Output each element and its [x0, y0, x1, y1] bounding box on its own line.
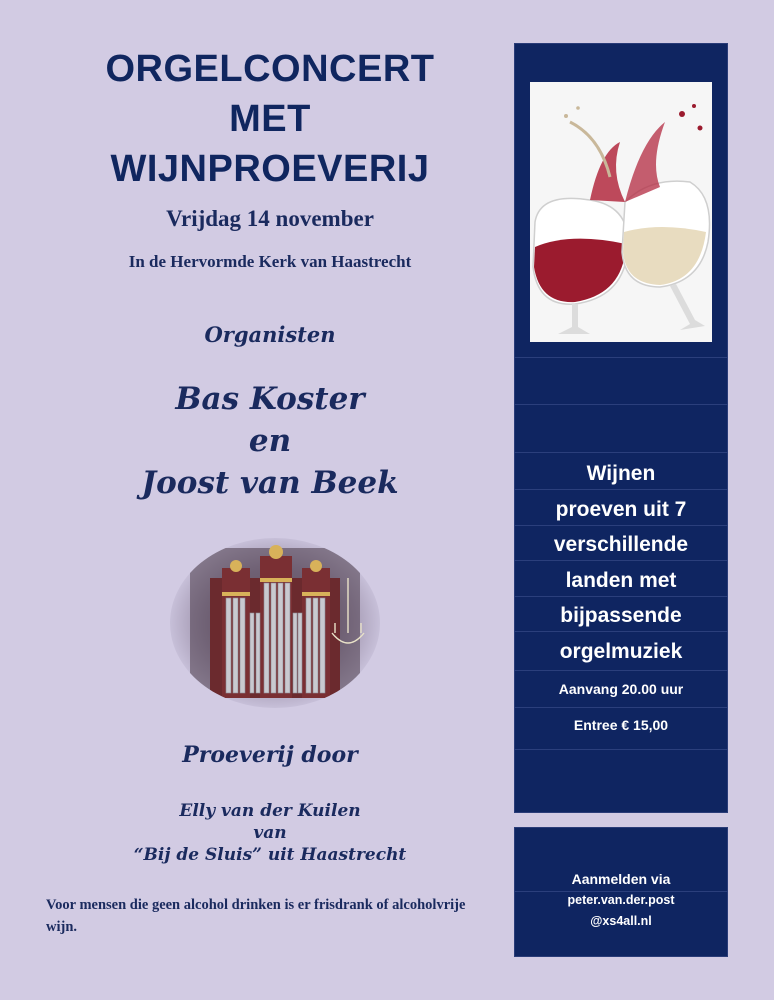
event-title [40, 44, 500, 194]
non-alcoholic-note: Voor mensen die geen alcohol drinken is er frisdrank of alcoholvrije wijn. [46, 897, 466, 935]
panel-divider [514, 670, 728, 671]
wine-line-1: Wijnen [586, 462, 656, 485]
event-venue: In de Hervormde Kerk van Haastrecht [128, 252, 412, 271]
wine-glasses-image [530, 82, 712, 342]
organists-label: Organisten [204, 322, 336, 347]
tasting-label: Proeverij door [182, 742, 358, 768]
wine-glasses-drawing [530, 82, 712, 342]
title-line-2: MET [229, 98, 311, 140]
title-line-3: WIJNPROEVERIJ [110, 148, 430, 190]
organ-drawing [170, 538, 380, 708]
host-line-1: Elly van der Kuilen [179, 801, 361, 821]
wine-description [514, 456, 728, 669]
wine-line-3: verschillende [553, 533, 689, 556]
host-line-3: “Bij de Sluis” uit Haastrecht [133, 845, 407, 865]
panel-divider [514, 707, 728, 708]
panel-divider [514, 452, 728, 453]
wine-line-6: orgelmuziek [559, 639, 683, 663]
signup-email-line-2[interactable]: @xs4all.nl [590, 914, 652, 928]
signup-email-line-1[interactable]: peter.van.der.post [567, 893, 675, 907]
organist-conjunction: en [248, 423, 292, 459]
panel-divider [514, 404, 728, 405]
organist-name-1: Bas Koster [175, 381, 365, 417]
start-time: Aanvang 20.00 uur [558, 681, 684, 697]
event-date: Vrijdag 14 november [166, 206, 374, 231]
panel-divider [514, 749, 728, 750]
church-organ-image [170, 538, 380, 708]
host-line-2: van [253, 823, 287, 843]
organist-names [40, 378, 500, 504]
entry-price: Entree € 15,00 [573, 717, 669, 733]
organist-name-2: Joost van Beek [141, 465, 399, 501]
wine-line-5: bijpassende [560, 604, 682, 627]
wine-line-4: landen met [565, 568, 677, 592]
signup-info [514, 869, 728, 931]
tasting-host [40, 800, 500, 866]
wine-line-2: proeven uit 7 [555, 497, 687, 521]
panel-divider [514, 357, 728, 358]
signup-label: Aanmelden via [571, 871, 671, 887]
title-line-1: ORGELCONCERT [105, 48, 435, 90]
